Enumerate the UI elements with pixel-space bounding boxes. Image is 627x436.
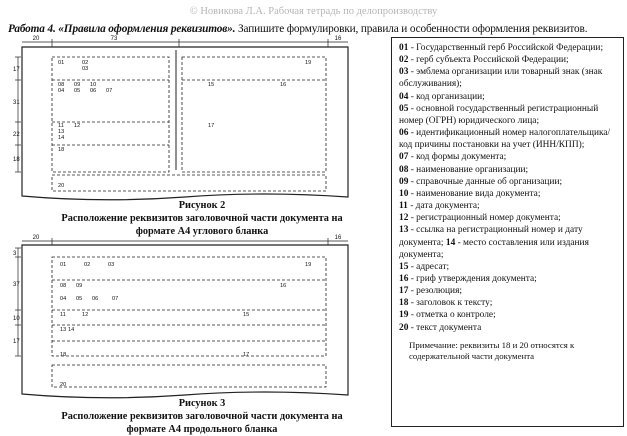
legend-item	[399, 273, 617, 285]
fig3-code: 09	[76, 283, 83, 289]
fig2-side-label: 31	[13, 100, 20, 106]
fig2-code: 18	[58, 147, 65, 153]
fig3-dim-label: 16	[334, 235, 342, 241]
fig2-code: 13	[58, 129, 65, 135]
fig2-code: 02	[82, 60, 89, 66]
legend-text: - герб субъекта Российской Федерации;	[408, 55, 569, 66]
fig3-side-label: 10	[13, 316, 20, 322]
legend-code: 11	[399, 201, 408, 212]
legend-item	[399, 54, 617, 66]
legend-item	[399, 66, 617, 90]
legend-item	[399, 212, 617, 224]
legend-text: - Государственный герб Российской Федерации;	[408, 43, 604, 53]
legend-item	[399, 261, 617, 273]
legend-item	[399, 103, 617, 127]
legend-text: - ссылка на регистрационный номер и дату документа;	[399, 225, 583, 248]
fig3-code: 07	[112, 296, 119, 302]
fig2-code: 08	[58, 82, 65, 88]
figure-3-title: Расположение реквизитов заголовочной части документа на формате А4 продольного бланка	[61, 411, 343, 435]
legend-text: - резолюция;	[408, 286, 462, 297]
fig3-code: 17	[243, 352, 250, 358]
fig3-side-label: 17	[13, 339, 20, 345]
legend-item	[399, 285, 617, 297]
fig3-code: 06	[92, 296, 99, 302]
requisites-legend	[391, 37, 624, 427]
legend-text: - адресат;	[408, 261, 450, 272]
legend-text: - наименование вида документа;	[408, 188, 541, 199]
fig2-dim-label: 73	[110, 36, 118, 42]
legend-item	[399, 188, 617, 200]
legend-text: - идентификационный номер налогоплательщика/код причины постановки на учет (ИНН/КПП);	[399, 128, 611, 151]
legend-item	[399, 322, 617, 334]
legend-code: 15	[399, 261, 409, 272]
fig2-code: 01	[58, 60, 65, 66]
legend-text: - эмблема организации или товарный знак (знак обслуживания);	[399, 67, 603, 90]
fig3-code: 15	[243, 312, 250, 318]
legend-text: - регистрационный номер документа;	[408, 213, 561, 224]
legend-item	[399, 164, 617, 176]
fig3-sheet	[22, 245, 348, 398]
fig2-code: 12	[74, 123, 81, 129]
fig2-code: 19	[305, 60, 312, 66]
legend-code: 09	[399, 176, 409, 187]
figure-2-title: Расположение реквизитов заголовочной части документа на формате А4 углового бланка	[61, 213, 343, 237]
legend-code: 04	[399, 91, 409, 102]
legend-code: 07	[399, 152, 409, 163]
fig2-code: 04	[58, 88, 65, 94]
legend-text: - наименование организации;	[408, 164, 529, 175]
legend-item	[399, 309, 617, 321]
fig3-code: 14	[68, 327, 75, 333]
legend-item	[399, 224, 617, 260]
fig2-code: 11	[58, 123, 64, 129]
legend-code: 05	[399, 103, 409, 114]
fig3-code: 20	[60, 382, 67, 388]
fig3-code: 01	[60, 262, 67, 268]
fig2-side-label: 17	[13, 67, 20, 73]
legend-item	[399, 176, 617, 188]
fig3-code: 12	[82, 312, 89, 318]
legend-text: - отметка о контроле;	[408, 310, 496, 321]
fig3-side-label: 3	[13, 251, 17, 257]
legend-code: 01	[399, 43, 409, 53]
legend-code: 12	[399, 213, 409, 224]
fig2-side-label: 18	[13, 157, 20, 163]
fig2-dim-label: 16	[334, 36, 342, 42]
legend-code: 03	[399, 67, 409, 78]
legend-code: 17	[399, 286, 409, 297]
legend-text: - справочные данные об организации;	[408, 176, 563, 187]
fig3-code: 18	[60, 352, 67, 358]
fig3-code: 05	[76, 296, 83, 302]
legend-code: 14	[445, 237, 456, 248]
fig3-code: 02	[84, 262, 91, 268]
legend-code: 20	[399, 322, 409, 333]
legend-text: - текст документа	[408, 322, 482, 333]
fig2-code: 17	[208, 123, 215, 129]
legend-text: - основной государственный регистрационный номер (ОГРН) юридического лица;	[399, 103, 599, 126]
fig2-code: 15	[208, 82, 215, 88]
fig3-code: 13	[60, 327, 67, 333]
fig2-code: 07	[106, 88, 113, 94]
legend-code: 08	[399, 164, 409, 175]
fig3-code: 08	[60, 283, 67, 289]
watermark: © Новикова Л.А. Рабочая тетрадь по делопроизводству	[189, 6, 438, 17]
fig3-code: 11	[60, 312, 66, 318]
fig2-code: 09	[74, 82, 81, 88]
legend-code: 10	[399, 188, 409, 199]
fig2-side-label: 22	[13, 132, 20, 138]
fig3-text-zone	[52, 365, 326, 387]
legend-text: - код формы документа;	[408, 152, 507, 163]
figure-2-number: Рисунок 2	[178, 200, 226, 211]
legend-text: - код организации;	[408, 91, 485, 102]
fig2-code: 05	[74, 88, 81, 94]
fig2-code: 10	[90, 82, 97, 88]
legend-code: 02	[399, 55, 409, 66]
legend-item	[399, 151, 617, 163]
legend-item	[399, 91, 617, 103]
fig3-code: 04	[60, 296, 67, 302]
legend-note: Примечание: реквизиты 18 и 20 относятся к содержательной части документа	[409, 339, 575, 361]
task-instruction: Запишите формулировки, правила и особенности оформления реквизитов.	[237, 23, 588, 35]
legend-item	[399, 200, 617, 212]
legend-list	[399, 42, 617, 334]
fig3-code: 19	[305, 262, 312, 268]
fig2-code: 14	[58, 135, 65, 141]
fig2-code: 06	[90, 88, 97, 94]
fig2-dim-label: 20	[32, 36, 40, 42]
legend-item	[399, 127, 617, 151]
figure-3-caption	[52, 397, 352, 436]
legend-code: 18	[399, 298, 409, 309]
fig2-code: 20	[58, 183, 65, 189]
legend-text: - гриф утверждения документа;	[408, 273, 537, 284]
legend-code: 16	[399, 273, 409, 284]
legend-code: 19	[399, 310, 409, 321]
fig3-code: 16	[280, 283, 287, 289]
figure-2-caption	[52, 199, 352, 238]
figure-3-number: Рисунок 3	[178, 398, 226, 409]
legend-item	[399, 297, 617, 309]
legend-text: - заголовок к тексту;	[408, 298, 493, 309]
legend-item	[399, 42, 617, 54]
legend-text: - место составления или издания документа;	[399, 237, 589, 260]
fig2-code: 16	[280, 82, 287, 88]
fig3-dim-label: 20	[32, 235, 40, 241]
legend-code: 06	[399, 128, 409, 139]
task-title: Работа 4. «Правила оформления реквизитов».	[8, 23, 236, 35]
fig2-code: 03	[82, 66, 89, 72]
legend-text: - дата документа;	[407, 201, 480, 212]
legend-code: 13	[399, 225, 409, 236]
fig3-side-label: 37	[13, 282, 20, 288]
fig3-code: 03	[108, 262, 115, 268]
